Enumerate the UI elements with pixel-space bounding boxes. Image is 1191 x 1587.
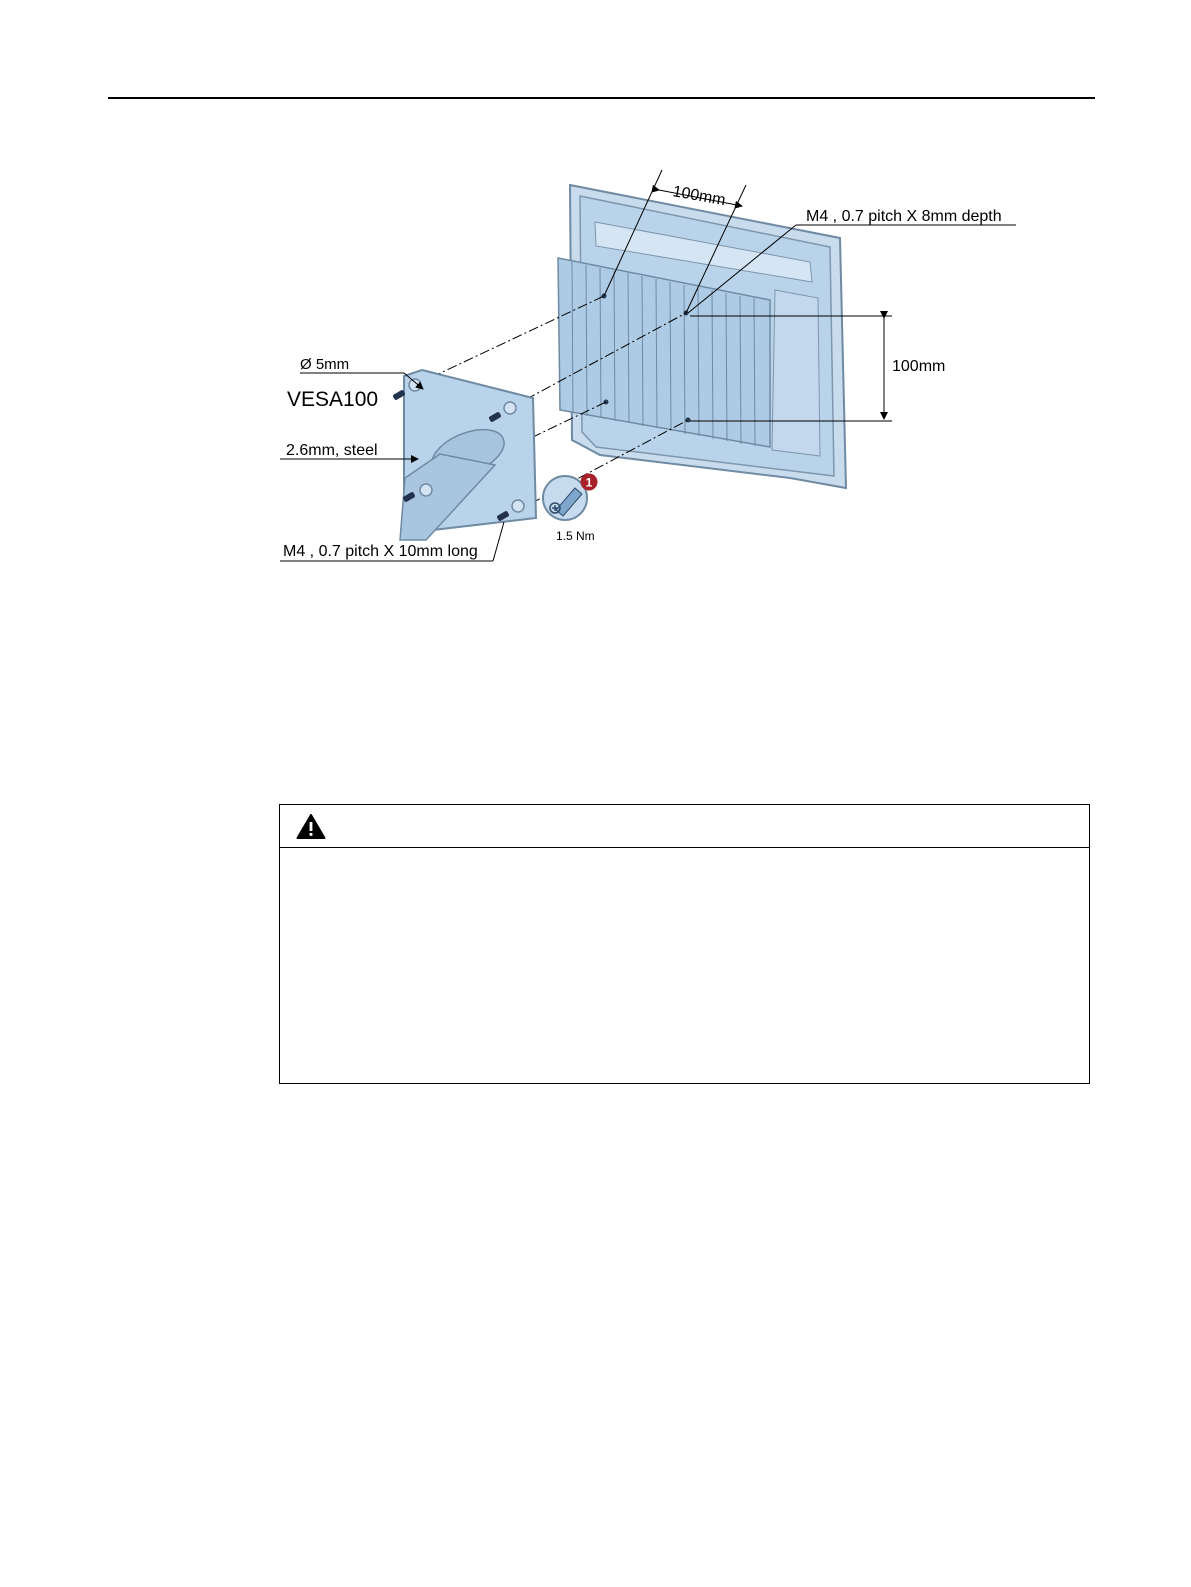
top-spacing-label: 100mm [671,183,727,210]
panel-device [558,185,846,488]
warning-header [280,805,1089,848]
vesa-plate [400,370,536,540]
vesa-standard-label: VESA100 [287,388,379,411]
hole-diameter-label: Ø 5mm [300,356,350,373]
plate-label: 2.6mm, steel [286,442,378,459]
warning-triangle-icon [296,813,326,840]
step-badge-number: 1 [585,475,593,490]
vertical-spacing-label: 100mm [892,358,946,375]
thread-spec-label: M4 , 0.7 pitch X 8mm depth [806,208,1002,225]
vesa-mounting-diagram [0,0,1191,620]
torque-label: 1.5 Nm [556,529,595,543]
screw-spec-label: M4 , 0.7 pitch X 10mm long [283,543,478,560]
warning-box [279,804,1090,1084]
